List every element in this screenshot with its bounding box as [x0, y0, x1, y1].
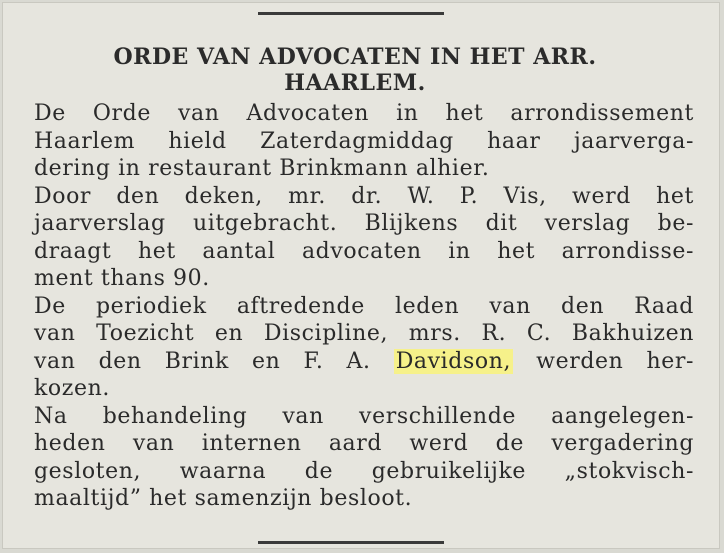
p4-line-4: maaltijd” het samenzijn besloot. — [34, 486, 413, 511]
top-rule — [258, 12, 444, 15]
p4-line-2: heden van internen aard werd de vergadering — [34, 431, 694, 456]
p4-line-1: Na behandeling van verschillende aangelegen- — [34, 403, 694, 429]
p3-line-4: kozen. — [34, 376, 110, 401]
headline-line-2: HAARLEM. — [284, 70, 426, 96]
p1-line-2: Haarlem hield Zaterdagmiddag haar jaarverga- — [34, 128, 694, 154]
p2-line-4: ment thans 90. — [34, 266, 210, 291]
p3-line-1: De periodiek aftredende leden van den Raad — [34, 293, 694, 319]
article-body — [34, 100, 694, 513]
p3-line-3 — [34, 348, 694, 376]
p2-line-2: jaarverslag uitgebracht. Blijkens dit verslag be- — [34, 211, 694, 236]
p4-line-3: gesloten, waarna de gebruikelijke „stokvisch- — [34, 458, 694, 484]
p1-line-1: De Orde van Advocaten in het arrondissement — [34, 101, 694, 126]
bottom-rule — [258, 541, 444, 544]
p3-line-3-before: van den Brink en F. A. — [34, 348, 394, 374]
p1-line-3: dering in restaurant Brinkmann alhier. — [34, 156, 490, 181]
p3-line-3-after: werden her- — [513, 348, 694, 374]
article-headline — [30, 44, 680, 96]
headline-line-1: ORDE VAN ADVOCATEN IN HET ARR. — [113, 44, 597, 70]
p3-line-2: van Toezicht en Discipline, mrs. R. C. Bakhuizen — [34, 321, 694, 346]
p2-line-3: draagt het aantal advocaten in het arrondisse- — [34, 238, 694, 264]
highlighted-name: Davidson, — [395, 348, 512, 374]
p2-line-1: Door den deken, mr. dr. W. P. Vis, werd het — [34, 183, 694, 209]
